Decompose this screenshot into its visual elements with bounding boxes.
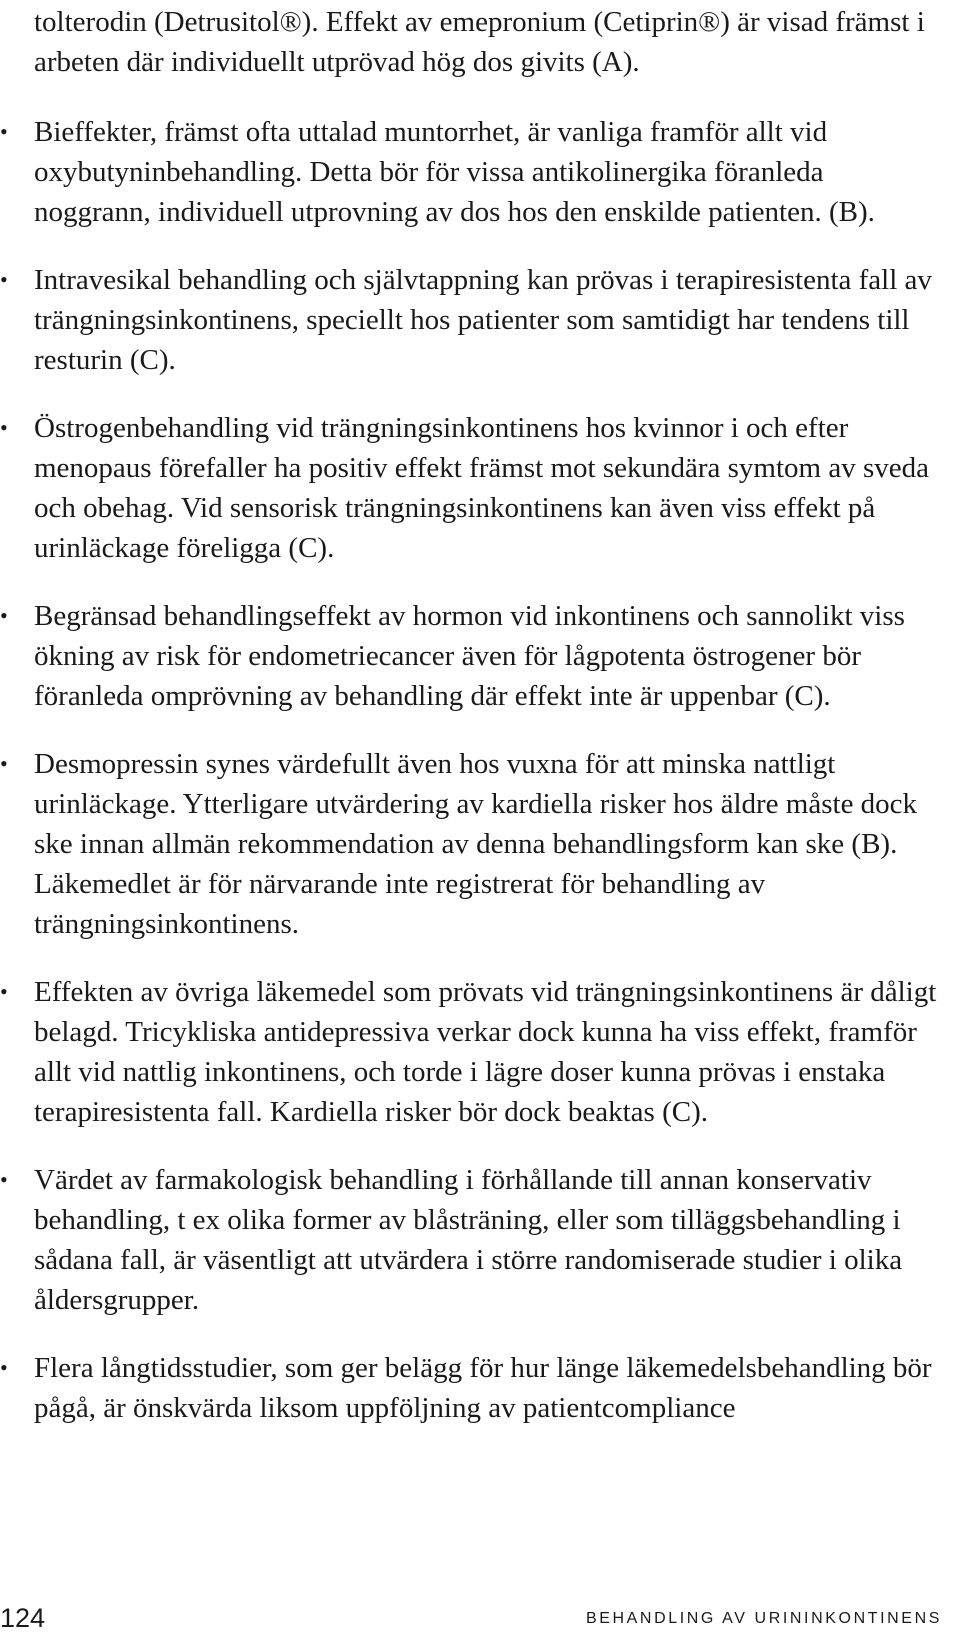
bullet-icon: • [0,1355,8,1380]
list-item-text: Effekten av övriga läkemedel som prövats vid trängningsinkontinens är dåligt belagd. Tricykliska antidepressiva verkar dock kunna ha viss effekt, framför allt vid nattlig inkontinens, och torde i lägre doser kunna prövas i enstaka terapiresistenta fall. Kardiella risker bör dock beaktas (C). [34,976,937,1128]
bullet-icon: • [0,415,8,440]
bullet-icon: • [0,1167,8,1192]
list-item [0,972,939,1132]
bullet-icon: • [0,267,8,292]
list-item [0,1348,939,1428]
list-item [0,744,939,944]
page-footer [0,1598,960,1638]
list-item-text: Östrogenbehandling vid trängningsinkontinens hos kvinnor i och efter menopaus förefaller ha positiv effekt främst mot sekundära symtom av sveda och obehag. Vid sensorisk trängningsinkontinens kan även viss effekt på urinläckage föreligga (C). [34,412,929,564]
running-title: BEHANDLING AV URININKONTINENS [585,1610,942,1627]
recommendation-list [0,112,939,1428]
list-item [0,112,939,232]
page-number: 124 [0,1603,46,1633]
list-item [0,1160,939,1320]
list-item [0,596,939,716]
list-item [0,408,939,568]
list-item-text: Flera långtidsstudier, som ger belägg för hur länge läkemedelsbehandling bör pågå, är önskvärda liksom uppföljning av patientcompliance [34,1352,932,1424]
bullet-icon: • [0,751,8,776]
list-item-text: Värdet av farmakologisk behandling i förhållande till annan konservativ behandling, t ex olika former av blåsträning, eller som tilläggsbehandling i sådana fall, är väsentligt att utvärdera i större randomiserade studier i olika åldersgrupper. [34,1164,903,1316]
list-item-text: Begränsad behandlingseffekt av hormon vid inkontinens och sannolikt viss ökning av risk för endometriecancer även för lågpotenta östrogener bör föranleda omprövning av behandling där effekt inte är uppenbar (C). [34,600,905,712]
bullet-icon: • [0,119,8,144]
list-item-text: Intravesikal behandling och självtappning kan prövas i terapiresistenta fall av trängningsinkontinens, speciellt hos patienter som samtidigt har tendens till resturin (C). [34,264,932,376]
bullet-icon: • [0,979,8,1004]
list-item [0,260,939,380]
continuation-paragraph: tolterodin (Detrusitol®). Effekt av emepronium (Cetiprin®) är visad främst i arbeten där individuellt utprövad hög dos givits (A). [34,6,925,78]
bullet-icon: • [0,603,8,628]
list-item-text: Bieffekter, främst ofta uttalad muntorrhet, är vanliga framför allt vid oxybutyninbehandling. Detta bör för vissa antikolinergika föranleda noggrann, individuell utprovning av dos hos den enskilde patienten. (B). [34,116,875,228]
list-item-text: Desmopressin synes värdefullt även hos vuxna för att minska nattligt urinläckage. Ytterligare utvärdering av kardiella risker hos äldre måste dock ske innan allmän rekommendation av denna behandlingsform kan ske (B). Läkemedlet är för närvarande inte registrerat för behandling av trängningsinkontinens. [34,748,918,940]
